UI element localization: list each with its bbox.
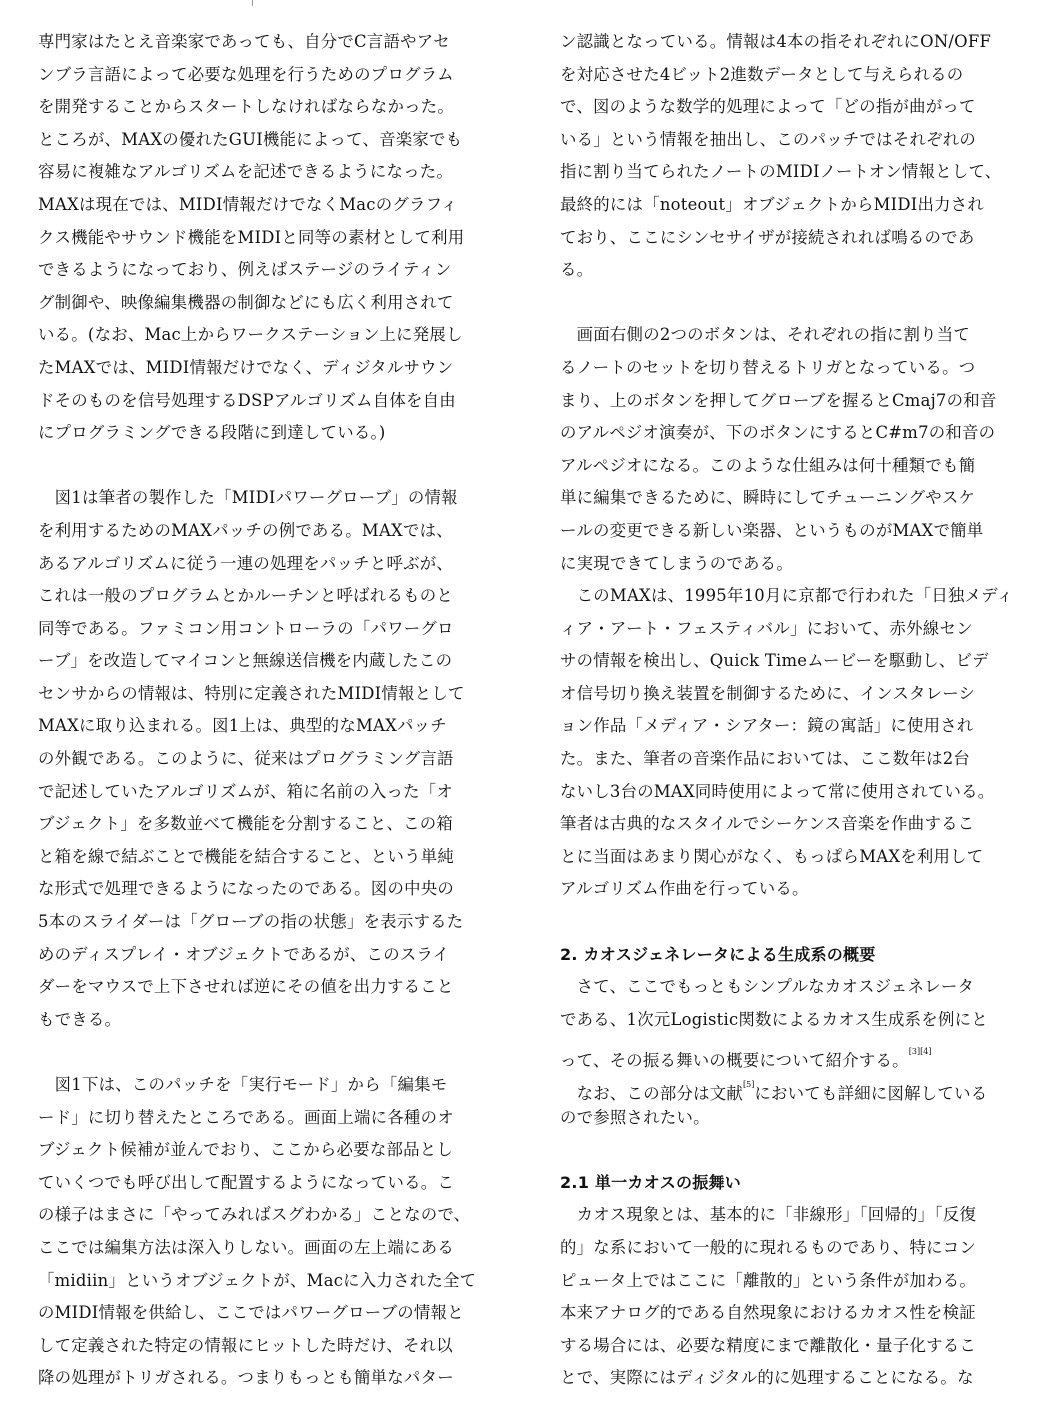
text-line: して定義された特定の情報にヒットした時だけ、それ以	[38, 1335, 453, 1355]
text-line: とに当面はあまり関心がなく、もっぱらMAXを利用して	[560, 846, 984, 866]
text-line-with-citation	[560, 1069, 1026, 1102]
text-line: ード」に切り替えたところである。画面上端に各種のオ	[38, 1107, 454, 1127]
section-2-1	[560, 1167, 1026, 1395]
text-line: を開発することからスタートしなければならなかった。	[38, 97, 455, 117]
text-line: あるアルゴリズムに従う一連の処理をパッチと呼ぶが、	[38, 553, 454, 573]
text-line: ていくつでも呼び出して配置するようになっている。こ	[38, 1172, 455, 1192]
text-line: 5本のスライダーは「グローブの指の状態」を表示するた	[38, 912, 464, 932]
text-line: 同等である。ファミコン用コントローラの「パワーグロ	[38, 618, 454, 638]
text-line: を対応させた4ビット2進数データとして与えられるの	[560, 64, 964, 84]
text-line: 筆者は古典的なスタイルでシーケンス音楽を作曲するこ	[560, 814, 975, 834]
paragraph-gap	[560, 287, 1026, 320]
text-fragment: においても詳細に図解している	[754, 1084, 988, 1102]
text-line: オ信号切り換え装置を制御するために、インスタレーシ	[560, 683, 976, 703]
text-line: クス機能やサウンド機能をMIDIと同等の素材として利用	[38, 227, 465, 247]
section-2-1-heading: 2.1 単一カオスの振舞い	[560, 1172, 742, 1192]
text-fragment: って、その振る舞いの概要について紹介する。	[560, 1051, 909, 1069]
text-line: もできる。	[38, 1009, 122, 1029]
text-line: ピュータ上ではここに「離散的」という条件が加わる。	[560, 1270, 977, 1290]
left-paragraph-3	[38, 1069, 498, 1395]
text-line: にプログラミングできる段階に到達している。)	[38, 423, 386, 443]
text-line: めのディスプレイ・オブジェクトであるが、このスライ	[38, 944, 450, 964]
citation-5: [5]	[743, 1080, 755, 1089]
right-column	[560, 26, 1026, 1395]
citation-3-4: [3][4]	[908, 1047, 932, 1057]
text-line: を利用するためのMAXパッチの例である。MAXでは、	[38, 520, 453, 540]
text-line: ールの変更できる新しい楽器、というものがMAXで簡単	[560, 520, 984, 540]
text-line: たMAXでは、MIDI情報だけでなく、ディジタルサウン	[38, 357, 454, 377]
text-line: ョン作品「メディア・シアター：鏡の寓話」に使用され	[560, 716, 974, 736]
text-line: カオス現象とは、基本的に「非線形」「回帰的」「反復	[560, 1205, 977, 1225]
text-line: 降の処理がトリガされる。つまりもっとも簡単なパター	[38, 1368, 454, 1388]
paragraph-gap	[560, 1134, 1026, 1167]
text-line: センサからの情報は、特別に定義されたMIDI情報として	[38, 683, 465, 703]
section-2-heading: 2. カオスジェネレータによる生成系の概要	[560, 944, 876, 964]
text-line: 画面右側の2つのボタンは、それぞれの指に割り当て	[560, 325, 971, 345]
text-line: 容易に複雑なアルゴリズムを記述できるようになった。	[38, 162, 454, 182]
text-line: グ制御や、映像編集機器の制御などにも広く利用されて	[38, 292, 454, 312]
text-line: の様子はまさに「やってみればスグわかる」ことなので、	[38, 1205, 471, 1225]
text-line: アルゴリズム作曲を行っている。	[560, 879, 809, 899]
text-line: ン認識となっている。情報は4本の指それぞれにON/OFF	[560, 32, 992, 51]
page-edge-mark	[252, 0, 253, 6]
text-line: のアルペジオ演奏が、下のボタンにするとC#m7の和音の	[560, 423, 996, 443]
text-line: いる。(なお、Mac上からワークステーション上に発展し	[38, 325, 463, 345]
text-line: サの情報を検出し、Quick Timeムービーを駆動し、ビデ	[560, 651, 989, 671]
text-line: これは一般のプログラムとかルーチンと呼ばれるものと	[38, 586, 454, 606]
text-line: 単に編集できるために、瞬時にしてチューニングやスケ	[560, 488, 976, 508]
right-paragraph-1	[560, 26, 1026, 287]
text-line: MAXに取り込まれる。図1上は、典型的なMAXパッチ	[38, 716, 447, 736]
text-line: する場合には、必要な精度にまで離散化・量子化するこ	[560, 1335, 977, 1355]
text-line: ブジェクト」を多数並べて機能を分割すること、この箱	[38, 814, 454, 834]
text-line: ドそのものを信号処理するDSPアルゴリズム自体を自由	[38, 390, 456, 410]
text-line: ーブ」を改造してマイコンと無線送信機を内蔵したこの	[38, 651, 453, 671]
text-line: と箱を線で結ぶことで機能を結合すること、という単純	[38, 846, 455, 866]
text-line: た。また、筆者の音楽作品においては、ここ数年は2台	[560, 749, 971, 769]
text-line: 図1下は、このパッチを「実行モード」から「編集モ	[38, 1075, 448, 1094]
text-line: ンブラ言語によって必要な処理を行うためのプログラム	[38, 64, 454, 84]
text-line: で、図のような数学的処理によって「どの指が曲がって	[560, 97, 976, 117]
paragraph-gap	[38, 450, 498, 483]
text-line: MAXは現在では、MIDI情報だけでなくMacのグラフィ	[38, 194, 458, 214]
text-line: ダーをマウスで上下させれば逆にその値を出力すること	[38, 977, 454, 997]
text-line: ないし3台のMAX同時使用によって常に使用されている。	[560, 781, 995, 801]
text-line: るノートのセットを切り替えるトリガとなっている。つ	[560, 357, 976, 377]
text-line: 図1は筆者の製作した「MIDIパワーグローブ」の情報	[38, 488, 458, 508]
text-line: さて、ここでもっともシンプルなカオスジェネレータ	[560, 977, 975, 997]
text-line: 最終的には「noteout」オブジェクトからMIDI出力され	[560, 194, 985, 214]
text-line: ので参照されたい。	[560, 1107, 710, 1127]
text-line: 専門家はたとえ音楽家であっても、自分でC言語やアセ	[38, 32, 450, 51]
text-line: 本来アナログ的である自然現象におけるカオス性を検証	[560, 1303, 976, 1323]
left-paragraph-1	[38, 26, 498, 450]
left-column	[38, 26, 498, 1395]
paragraph-gap	[38, 1036, 498, 1069]
text-line: ところが、MAXの優れたGUI機能によって、音楽家でも	[38, 129, 463, 149]
paragraph-gap	[560, 906, 1026, 939]
text-line: ており、ここにシンセサイザが接続されれば鳴るのであ	[560, 227, 975, 247]
text-line: とで、実際にはディジタル的に処理することになる。な	[560, 1368, 974, 1388]
text-line: で記述していたアルゴリズムが、箱に名前の入った「オ	[38, 781, 454, 801]
text-line: 指に割り当てられたノートのMIDIノートオン情報として、	[560, 162, 1002, 182]
text-line: ィア・アート・フェスティバル」において、赤外線セン	[560, 618, 973, 638]
text-line-with-citation	[560, 1036, 1026, 1069]
text-line: ここでは編集方法は深入りしない。画面の左上端にある	[38, 1237, 455, 1257]
text-line: な形式で処理できるようになったのである。図の中央の	[38, 879, 455, 899]
text-line: このMAXは、1995年10月に京都で行われた「日独メディ	[560, 586, 1014, 606]
text-line: まり、上のボタンを押してグローブを握るとCmaj7の和音	[560, 390, 997, 410]
section-2	[560, 939, 1026, 1135]
text-line: できるようになっており、例えばステージのライティン	[38, 260, 452, 280]
text-line: 的」な系において一般的に現れるものであり、特にコン	[560, 1237, 977, 1257]
text-fragment: なお、この部分は文献	[560, 1084, 744, 1102]
text-line: のMIDI情報を供給し、ここではパワーグローブの情報と	[38, 1303, 464, 1323]
text-line: る。	[560, 260, 594, 280]
left-paragraph-2	[38, 482, 498, 1036]
text-line: に実現できてしまうのである。	[560, 553, 793, 573]
text-line: いる」という情報を抽出し、このパッチではそれぞれの	[560, 129, 977, 149]
text-line: である、1次元Logistic関数によるカオス生成系を例にと	[560, 1009, 988, 1029]
text-line: ブジェクト候補が並んでおり、ここから必要な部品とし	[38, 1140, 454, 1160]
text-line: の外観である。このように、従来はプログラミング言語	[38, 749, 454, 769]
text-line: 「midiin」というオブジェクトが、Macに入力された全て	[38, 1270, 477, 1290]
text-line: アルペジオになる。このような仕組みは何十種類でも簡	[560, 455, 976, 475]
right-paragraph-2	[560, 319, 1026, 906]
